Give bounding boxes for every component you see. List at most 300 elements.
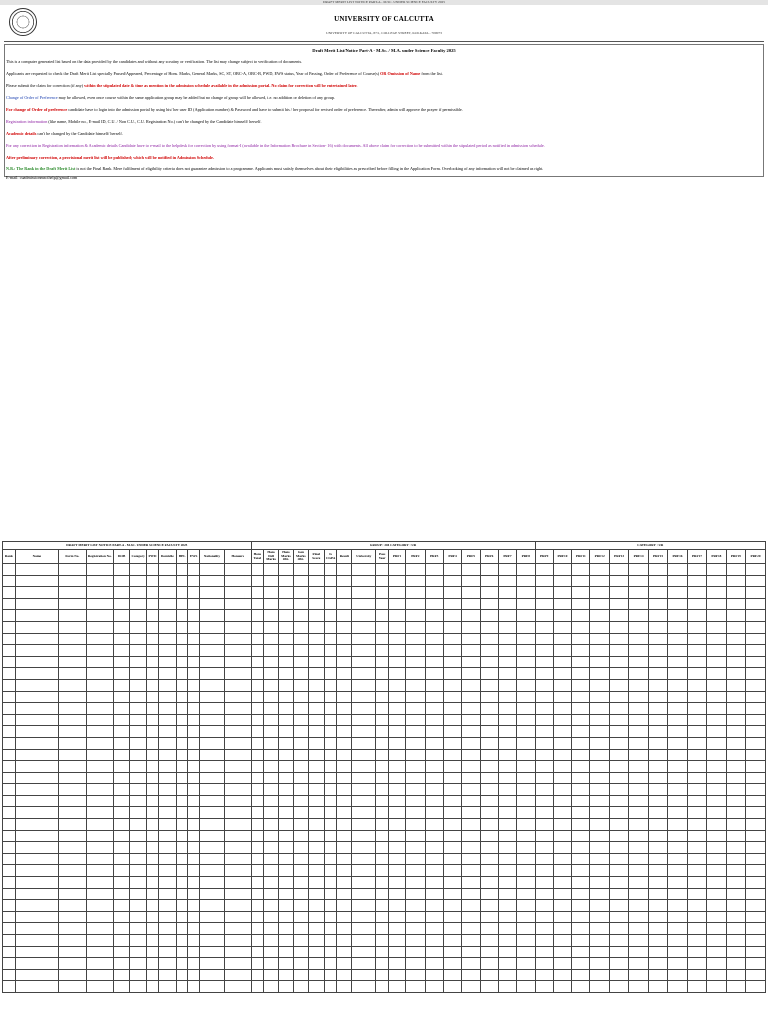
table-cell (3, 726, 16, 738)
table-cell (199, 621, 224, 633)
table-cell (480, 807, 498, 819)
table-cell (629, 969, 648, 981)
table-cell (279, 726, 294, 738)
table-cell (687, 981, 706, 993)
table-cell (130, 772, 147, 784)
table-cell (158, 749, 176, 761)
table-cell (337, 865, 352, 877)
table-cell (480, 795, 498, 807)
table-cell (609, 853, 628, 865)
table-cell (158, 877, 176, 889)
table-cell (147, 830, 158, 842)
table-cell (648, 877, 667, 889)
table-row (3, 807, 766, 819)
table-cell (707, 819, 726, 831)
table-cell (687, 819, 706, 831)
table-cell (176, 830, 187, 842)
table-cell (388, 737, 405, 749)
table-cell (86, 888, 113, 900)
table-cell (264, 900, 279, 912)
table-cell (114, 772, 130, 784)
table-cell (425, 784, 443, 796)
table-cell (176, 900, 187, 912)
table-cell (293, 842, 308, 854)
table-cell (746, 900, 766, 912)
table-cell (293, 610, 308, 622)
table-cell (388, 656, 405, 668)
table-cell (590, 737, 609, 749)
table-cell (376, 587, 389, 599)
table-cell (572, 761, 590, 773)
table-cell (324, 923, 337, 935)
table-cell (707, 877, 726, 889)
table-cell (158, 772, 176, 784)
table-cell (15, 877, 59, 889)
table-cell (462, 877, 480, 889)
table-cell (251, 691, 264, 703)
table-cell (425, 575, 443, 587)
table-cell (425, 645, 443, 657)
table-cell (324, 633, 337, 645)
table-cell (388, 668, 405, 680)
table-cell (726, 564, 745, 576)
table-cell (59, 911, 86, 923)
table-cell (726, 795, 745, 807)
table-cell (687, 691, 706, 703)
table-cell (176, 668, 187, 680)
table-cell (572, 900, 590, 912)
table-cell (629, 842, 648, 854)
table-cell (629, 946, 648, 958)
column-header: PRF19 (726, 550, 745, 564)
table-cell (199, 911, 224, 923)
table-cell (425, 819, 443, 831)
table-cell (572, 598, 590, 610)
column-header: Name (15, 550, 59, 564)
table-cell (609, 737, 628, 749)
table-cell (726, 749, 745, 761)
table-cell (158, 587, 176, 599)
table-cell (147, 900, 158, 912)
table-cell (388, 981, 405, 993)
table-row (3, 853, 766, 865)
table-cell (176, 946, 187, 958)
table-cell (337, 633, 352, 645)
table-cell (293, 900, 308, 912)
table-cell (687, 726, 706, 738)
table-cell (324, 668, 337, 680)
table-cell (251, 900, 264, 912)
table-cell (264, 784, 279, 796)
table-cell (130, 969, 147, 981)
column-header: Domicile (158, 550, 176, 564)
table-cell (572, 911, 590, 923)
table-cell (726, 610, 745, 622)
table-cell (264, 981, 279, 993)
table-cell (158, 610, 176, 622)
merit-list-table (2, 541, 766, 993)
table-cell (590, 726, 609, 738)
table-cell (629, 958, 648, 970)
table-cell (225, 598, 252, 610)
table-cell (462, 575, 480, 587)
table-row (3, 877, 766, 889)
column-header: Category (130, 550, 147, 564)
table-cell (687, 564, 706, 576)
table-cell (535, 749, 553, 761)
table-cell (293, 772, 308, 784)
table-cell (264, 737, 279, 749)
table-cell (553, 761, 571, 773)
table-cell (114, 911, 130, 923)
table-cell (648, 575, 667, 587)
table-cell (199, 610, 224, 622)
table-cell (176, 888, 187, 900)
table-cell (590, 668, 609, 680)
table-cell (707, 598, 726, 610)
table-cell (308, 587, 324, 599)
table-cell (687, 598, 706, 610)
table-cell (609, 830, 628, 842)
table-cell (114, 853, 130, 865)
table-cell (130, 679, 147, 691)
table-cell (498, 795, 516, 807)
table-cell (553, 819, 571, 831)
table-cell (726, 668, 745, 680)
table-cell (130, 842, 147, 854)
table-cell (707, 795, 726, 807)
table-cell (517, 772, 535, 784)
table-cell (648, 842, 667, 854)
table-cell (376, 772, 389, 784)
table-cell (746, 564, 766, 576)
table-cell (443, 958, 461, 970)
table-cell (462, 749, 480, 761)
table-cell (443, 853, 461, 865)
table-cell (629, 575, 648, 587)
table-cell (225, 784, 252, 796)
table-cell (553, 842, 571, 854)
table-cell (462, 633, 480, 645)
table-cell (668, 958, 687, 970)
table-cell (264, 621, 279, 633)
table-cell (443, 726, 461, 738)
table-cell (746, 807, 766, 819)
table-cell (406, 853, 425, 865)
table-cell (746, 784, 766, 796)
table-cell (158, 946, 176, 958)
table-cell (376, 703, 389, 715)
table-cell (324, 645, 337, 657)
table-cell (707, 969, 726, 981)
table-cell (158, 668, 176, 680)
table-cell (498, 610, 516, 622)
table-row (3, 969, 766, 981)
table-cell (225, 714, 252, 726)
table-row (3, 935, 766, 947)
table-cell (264, 575, 279, 587)
table-cell (406, 703, 425, 715)
table-row (3, 668, 766, 680)
table-cell (726, 587, 745, 599)
table-cell (726, 656, 745, 668)
table-cell (251, 923, 264, 935)
table-cell (59, 610, 86, 622)
notice-paragraph-7: Academic details can't be changed by the Candidate himself/ herself. (6, 131, 123, 136)
table-cell (130, 888, 147, 900)
table-cell (746, 830, 766, 842)
table-cell (158, 923, 176, 935)
table-row (3, 958, 766, 970)
table-cell (352, 900, 376, 912)
table-cell (130, 946, 147, 958)
notice-paragraph-11: E-mail: cuadmissionmscthelp@gmail.com (6, 175, 78, 180)
table-cell (553, 877, 571, 889)
table-cell (517, 923, 535, 935)
table-cell (406, 737, 425, 749)
table-cell (3, 749, 16, 761)
table-cell (480, 969, 498, 981)
table-cell (130, 911, 147, 923)
table-cell (648, 784, 667, 796)
table-cell (59, 819, 86, 831)
table-cell (86, 656, 113, 668)
table-cell (308, 737, 324, 749)
table-cell (590, 842, 609, 854)
column-header: PRF3 (425, 550, 443, 564)
table-cell (308, 610, 324, 622)
table-cell (388, 749, 405, 761)
table-cell (726, 784, 745, 796)
table-cell (517, 703, 535, 715)
table-cell (352, 621, 376, 633)
table-cell (425, 935, 443, 947)
table-cell (158, 807, 176, 819)
table-cell (517, 784, 535, 796)
table-cell (3, 668, 16, 680)
table-cell (3, 795, 16, 807)
table-cell (251, 761, 264, 773)
table-cell (86, 564, 113, 576)
table-cell (535, 621, 553, 633)
table-cell (279, 865, 294, 877)
table-cell (176, 853, 187, 865)
table-cell (59, 958, 86, 970)
table-cell (264, 935, 279, 947)
table-cell (3, 714, 16, 726)
table-cell (629, 703, 648, 715)
table-cell (572, 564, 590, 576)
table-cell (406, 795, 425, 807)
table-cell (668, 714, 687, 726)
table-cell (264, 946, 279, 958)
table-cell (147, 749, 158, 761)
table-cell (86, 911, 113, 923)
table-cell (406, 981, 425, 993)
table-cell (517, 656, 535, 668)
table-row (3, 842, 766, 854)
table-cell (707, 575, 726, 587)
table-cell (480, 749, 498, 761)
table-cell (15, 900, 59, 912)
table-cell (590, 679, 609, 691)
table-cell (629, 610, 648, 622)
table-cell (199, 679, 224, 691)
table-cell (86, 761, 113, 773)
table-cell (264, 853, 279, 865)
table-cell (147, 761, 158, 773)
table-cell (308, 853, 324, 865)
table-cell (225, 761, 252, 773)
table-cell (517, 737, 535, 749)
table-cell (176, 714, 187, 726)
table-cell (114, 598, 130, 610)
table-cell (480, 633, 498, 645)
table-cell (293, 819, 308, 831)
table-cell (406, 761, 425, 773)
table-cell (279, 784, 294, 796)
table-cell (746, 598, 766, 610)
column-header: Is CGPA (324, 550, 337, 564)
table-cell (406, 726, 425, 738)
table-cell (462, 819, 480, 831)
table-cell (648, 633, 667, 645)
table-cell (746, 679, 766, 691)
table-cell (498, 668, 516, 680)
table-cell (376, 900, 389, 912)
table-cell (130, 853, 147, 865)
table-cell (648, 564, 667, 576)
table-cell (308, 679, 324, 691)
top-strip-text: DRAFT MERIT LIST NOTICE PART-A - M.SC. UNDER SCIENCE FACULTY 2025 (322, 0, 446, 4)
table-cell (687, 633, 706, 645)
table-cell (406, 911, 425, 923)
table-cell (590, 633, 609, 645)
table-cell (668, 842, 687, 854)
table-cell (498, 621, 516, 633)
table-cell (746, 714, 766, 726)
table-cell (293, 935, 308, 947)
table-cell (3, 807, 16, 819)
table-cell (707, 981, 726, 993)
table-cell (59, 714, 86, 726)
table-cell (293, 865, 308, 877)
table-cell (480, 656, 498, 668)
table-cell (609, 645, 628, 657)
table-cell (687, 784, 706, 796)
table-cell (188, 830, 199, 842)
column-header: Hons Marks Obt. (279, 550, 294, 564)
table-cell (609, 969, 628, 981)
table-cell (648, 911, 667, 923)
table-cell (324, 610, 337, 622)
table-cell (462, 668, 480, 680)
table-cell (517, 900, 535, 912)
table-cell (308, 819, 324, 831)
notice-paragraph-4: Change of Order of Preference may be allowed, even once course within the same application group may be added but no change of group will be allowed, i.e. no addition or deletion of any group. (6, 95, 335, 100)
table-cell (726, 865, 745, 877)
table-cell (535, 691, 553, 703)
table-cell (59, 633, 86, 645)
table-cell (553, 610, 571, 622)
table-cell (609, 807, 628, 819)
table-cell (225, 795, 252, 807)
table-cell (352, 564, 376, 576)
table-cell (158, 645, 176, 657)
table-cell (746, 935, 766, 947)
table-cell (15, 621, 59, 633)
table-cell (406, 819, 425, 831)
table-cell (308, 656, 324, 668)
table-cell (443, 807, 461, 819)
table-cell (376, 911, 389, 923)
table-cell (15, 761, 59, 773)
table-cell (376, 691, 389, 703)
table-cell (293, 714, 308, 726)
table-cell (443, 703, 461, 715)
table-cell (59, 737, 86, 749)
table-cell (308, 703, 324, 715)
table-cell (147, 795, 158, 807)
table-cell (406, 807, 425, 819)
notice-paragraph-3: Please submit the claim for correction (if any) within the stipulated date & time as mention in the admission schedule available in the admission portal. No claim for correction will be entertained later. (6, 83, 358, 88)
table-row (3, 981, 766, 993)
table-cell (443, 645, 461, 657)
table-cell (59, 946, 86, 958)
table-cell (279, 888, 294, 900)
table-cell (687, 645, 706, 657)
table-cell (15, 865, 59, 877)
table-banner-left: DRAFT MERIT LIST NOTICE PART-A - M.SC. UNDER SCIENCE FACULTY 2025 (3, 542, 252, 550)
table-cell (86, 981, 113, 993)
table-cell (188, 865, 199, 877)
table-cell (648, 749, 667, 761)
table-cell (199, 969, 224, 981)
table-cell (590, 946, 609, 958)
table-cell (388, 807, 405, 819)
table-cell (176, 761, 187, 773)
table-cell (629, 911, 648, 923)
table-cell (629, 795, 648, 807)
table-cell (3, 888, 16, 900)
table-cell (225, 749, 252, 761)
table-cell (480, 714, 498, 726)
table-cell (648, 726, 667, 738)
table-cell (158, 575, 176, 587)
column-header: PRF7 (498, 550, 516, 564)
table-cell (388, 842, 405, 854)
column-header: PRF15 (648, 550, 667, 564)
table-cell (726, 958, 745, 970)
table-cell (535, 564, 553, 576)
table-cell (158, 981, 176, 993)
table-cell (668, 830, 687, 842)
table-cell (279, 969, 294, 981)
table-cell (3, 691, 16, 703)
table-cell (130, 958, 147, 970)
table-cell (279, 795, 294, 807)
table-cell (707, 621, 726, 633)
table-cell (199, 587, 224, 599)
table-cell (3, 819, 16, 831)
table-cell (572, 621, 590, 633)
table-cell (279, 923, 294, 935)
table-cell (425, 761, 443, 773)
table-cell (707, 737, 726, 749)
table-cell (352, 935, 376, 947)
table-cell (251, 946, 264, 958)
table-cell (59, 772, 86, 784)
